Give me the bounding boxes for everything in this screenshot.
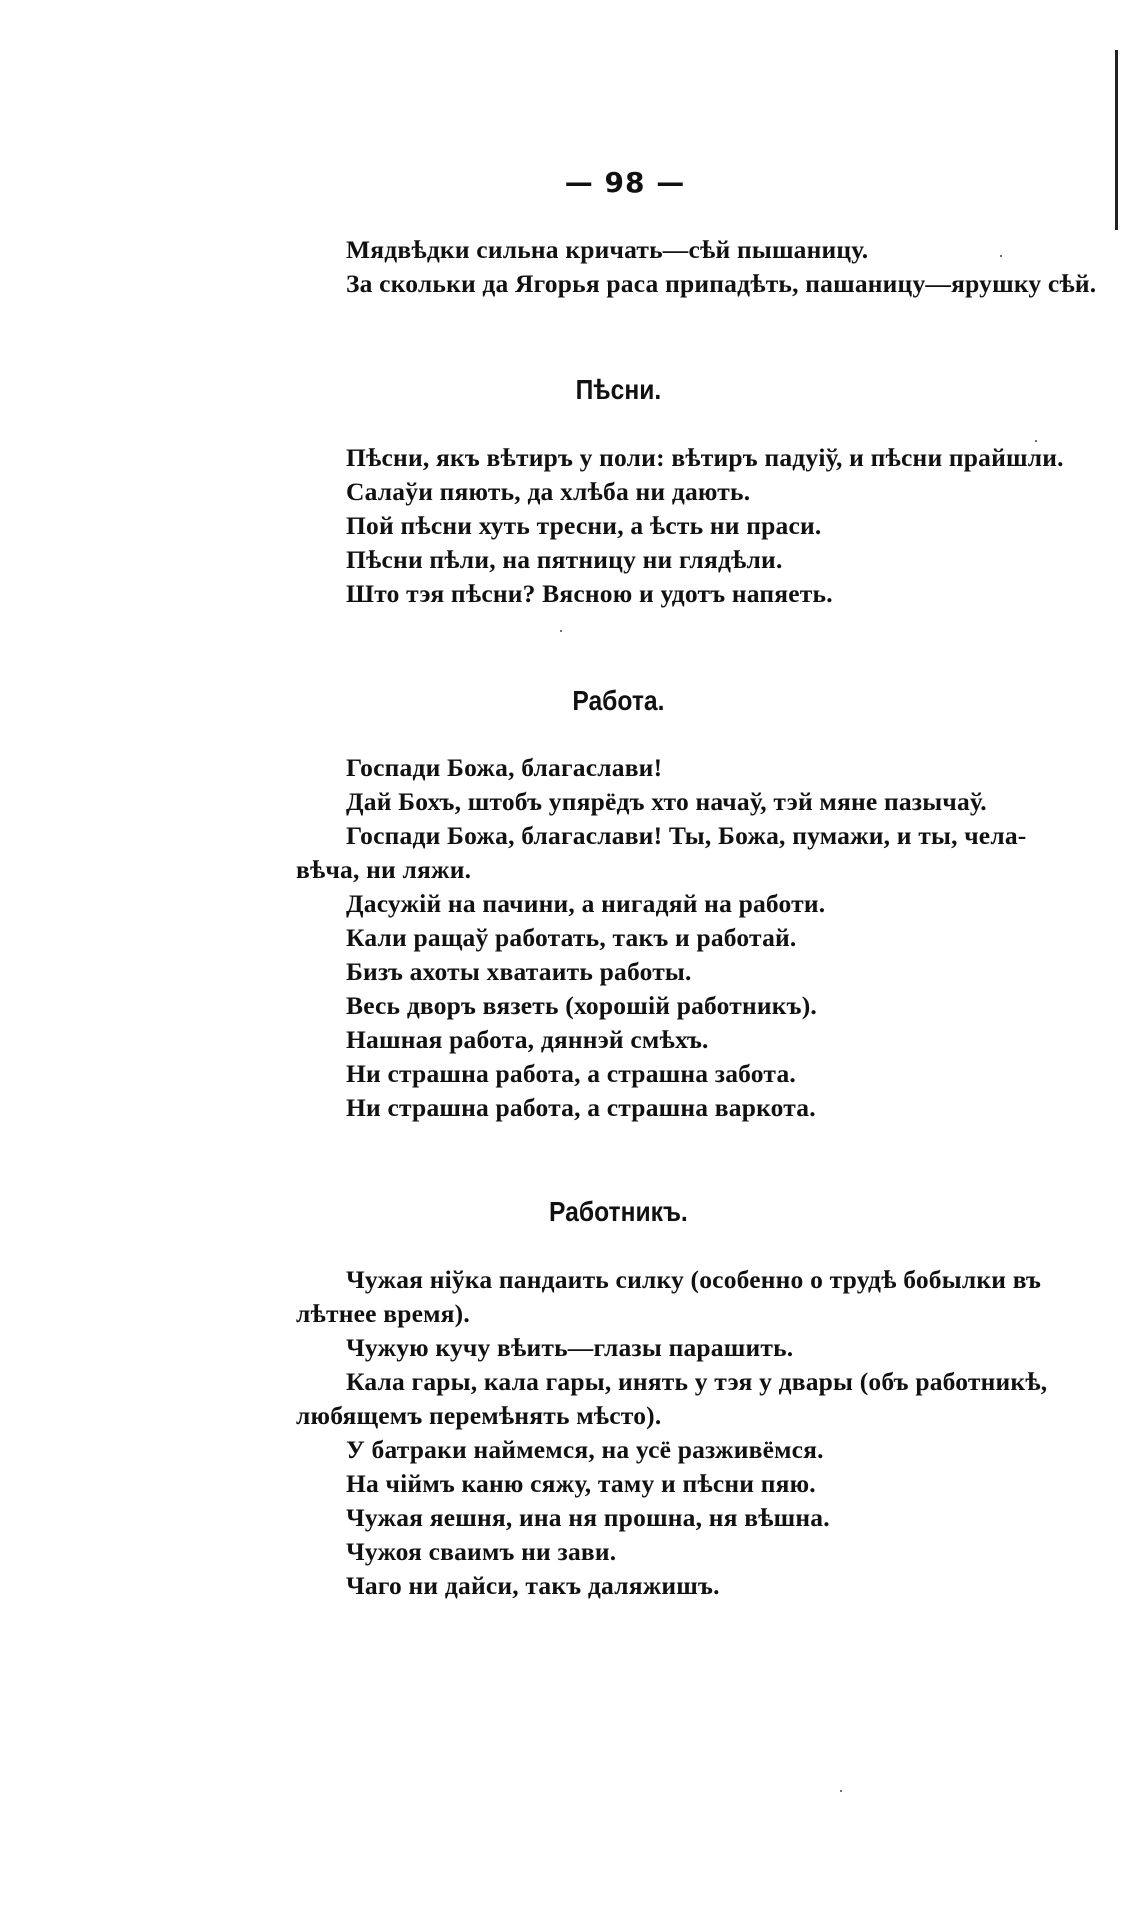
text-line: Чужая нiўка пандаить силку (особенно о трудѣ бобылки въ xyxy=(346,1265,1042,1294)
scan-speck xyxy=(560,630,562,632)
text-line: Пѣсни пѣли, на пятницу ни глядѣли. xyxy=(346,545,783,574)
text-line: Ни страшна работа, а страшна варкота. xyxy=(346,1093,816,1122)
text-line: лѣтнее время). xyxy=(296,1299,470,1328)
text-line: За скольки да Ягорья раса припадѣть, пашаницу—ярушку сѣй. xyxy=(346,269,1097,298)
page-number: — 98 — xyxy=(564,166,686,199)
text-line: Нашная работа, дяннэй смѣхъ. xyxy=(346,1025,709,1054)
scan-speck xyxy=(1035,440,1037,442)
text-line: Весь дворъ вязеть (хорошій работникъ). xyxy=(346,991,817,1020)
text-line: У батраки наймемся, на усё разживёмся. xyxy=(346,1435,824,1464)
text-line: Салаўи пяють, да хлѣба ни дають. xyxy=(346,477,751,506)
scan-speck xyxy=(1000,255,1002,257)
text-line: Дасужій на пачини, а нигадяй на работи. xyxy=(346,889,826,918)
section-heading-pesni: Пѣсни. xyxy=(575,374,662,405)
text-line: вѣча, ни ляжи. xyxy=(296,855,472,884)
text-line: Пой пѣсни хуть тресни, а ѣсть ни праси. xyxy=(346,511,822,540)
text-line: Пѣсни, якъ вѣтиръ у поли: вѣтиръ падуiў, и пѣсни прайшли. xyxy=(346,443,1064,472)
text-line: Чаго ни дайси, такъ даляжишъ. xyxy=(346,1571,720,1600)
text-line: Мядвѣдки сильна кричать—сѣй пышаницу. xyxy=(346,235,869,264)
text-line: любящемъ перемѣнять мѣсто). xyxy=(296,1401,662,1430)
section-heading-rabota: Работа. xyxy=(572,685,665,716)
text-line: Кали ращаў работать, такъ и работай. xyxy=(346,923,797,952)
scan-edge-mark xyxy=(1115,50,1118,230)
text-line: Ни страшна работа, а страшна забота. xyxy=(346,1059,796,1088)
text-line: Госпади Божа, благаслави! xyxy=(346,753,663,782)
text-line: На чіймъ каню сяжу, таму и пѣсни пяю. xyxy=(346,1469,816,1498)
text-line: Чужоя сваимъ ни зави. xyxy=(346,1537,617,1566)
scan-speck xyxy=(840,1790,842,1792)
text-line: Дай Бохъ, штобъ упярёдъ хто начаў, тэй мяне пазычаў. xyxy=(346,787,987,816)
text-line: Што тэя пѣсни? Вясною и удотъ напяеть. xyxy=(346,579,833,608)
text-line: Кала гары, кала гары, инять у тэя у двары (объ работникѣ, xyxy=(346,1367,1048,1396)
text-line: Чужую кучу вѣить—глазы парашить. xyxy=(346,1333,794,1362)
text-line: Чужая яешня, ина ня прошна, ня вѣшна. xyxy=(346,1503,830,1532)
section-heading-rabotnik: Работникъ. xyxy=(549,1196,688,1227)
text-line: Бизъ ахоты хватаить работы. xyxy=(346,957,692,986)
text-line: Госпади Божа, благаслави! Ты, Божа, пумажи, и ты, чела- xyxy=(346,821,1027,850)
